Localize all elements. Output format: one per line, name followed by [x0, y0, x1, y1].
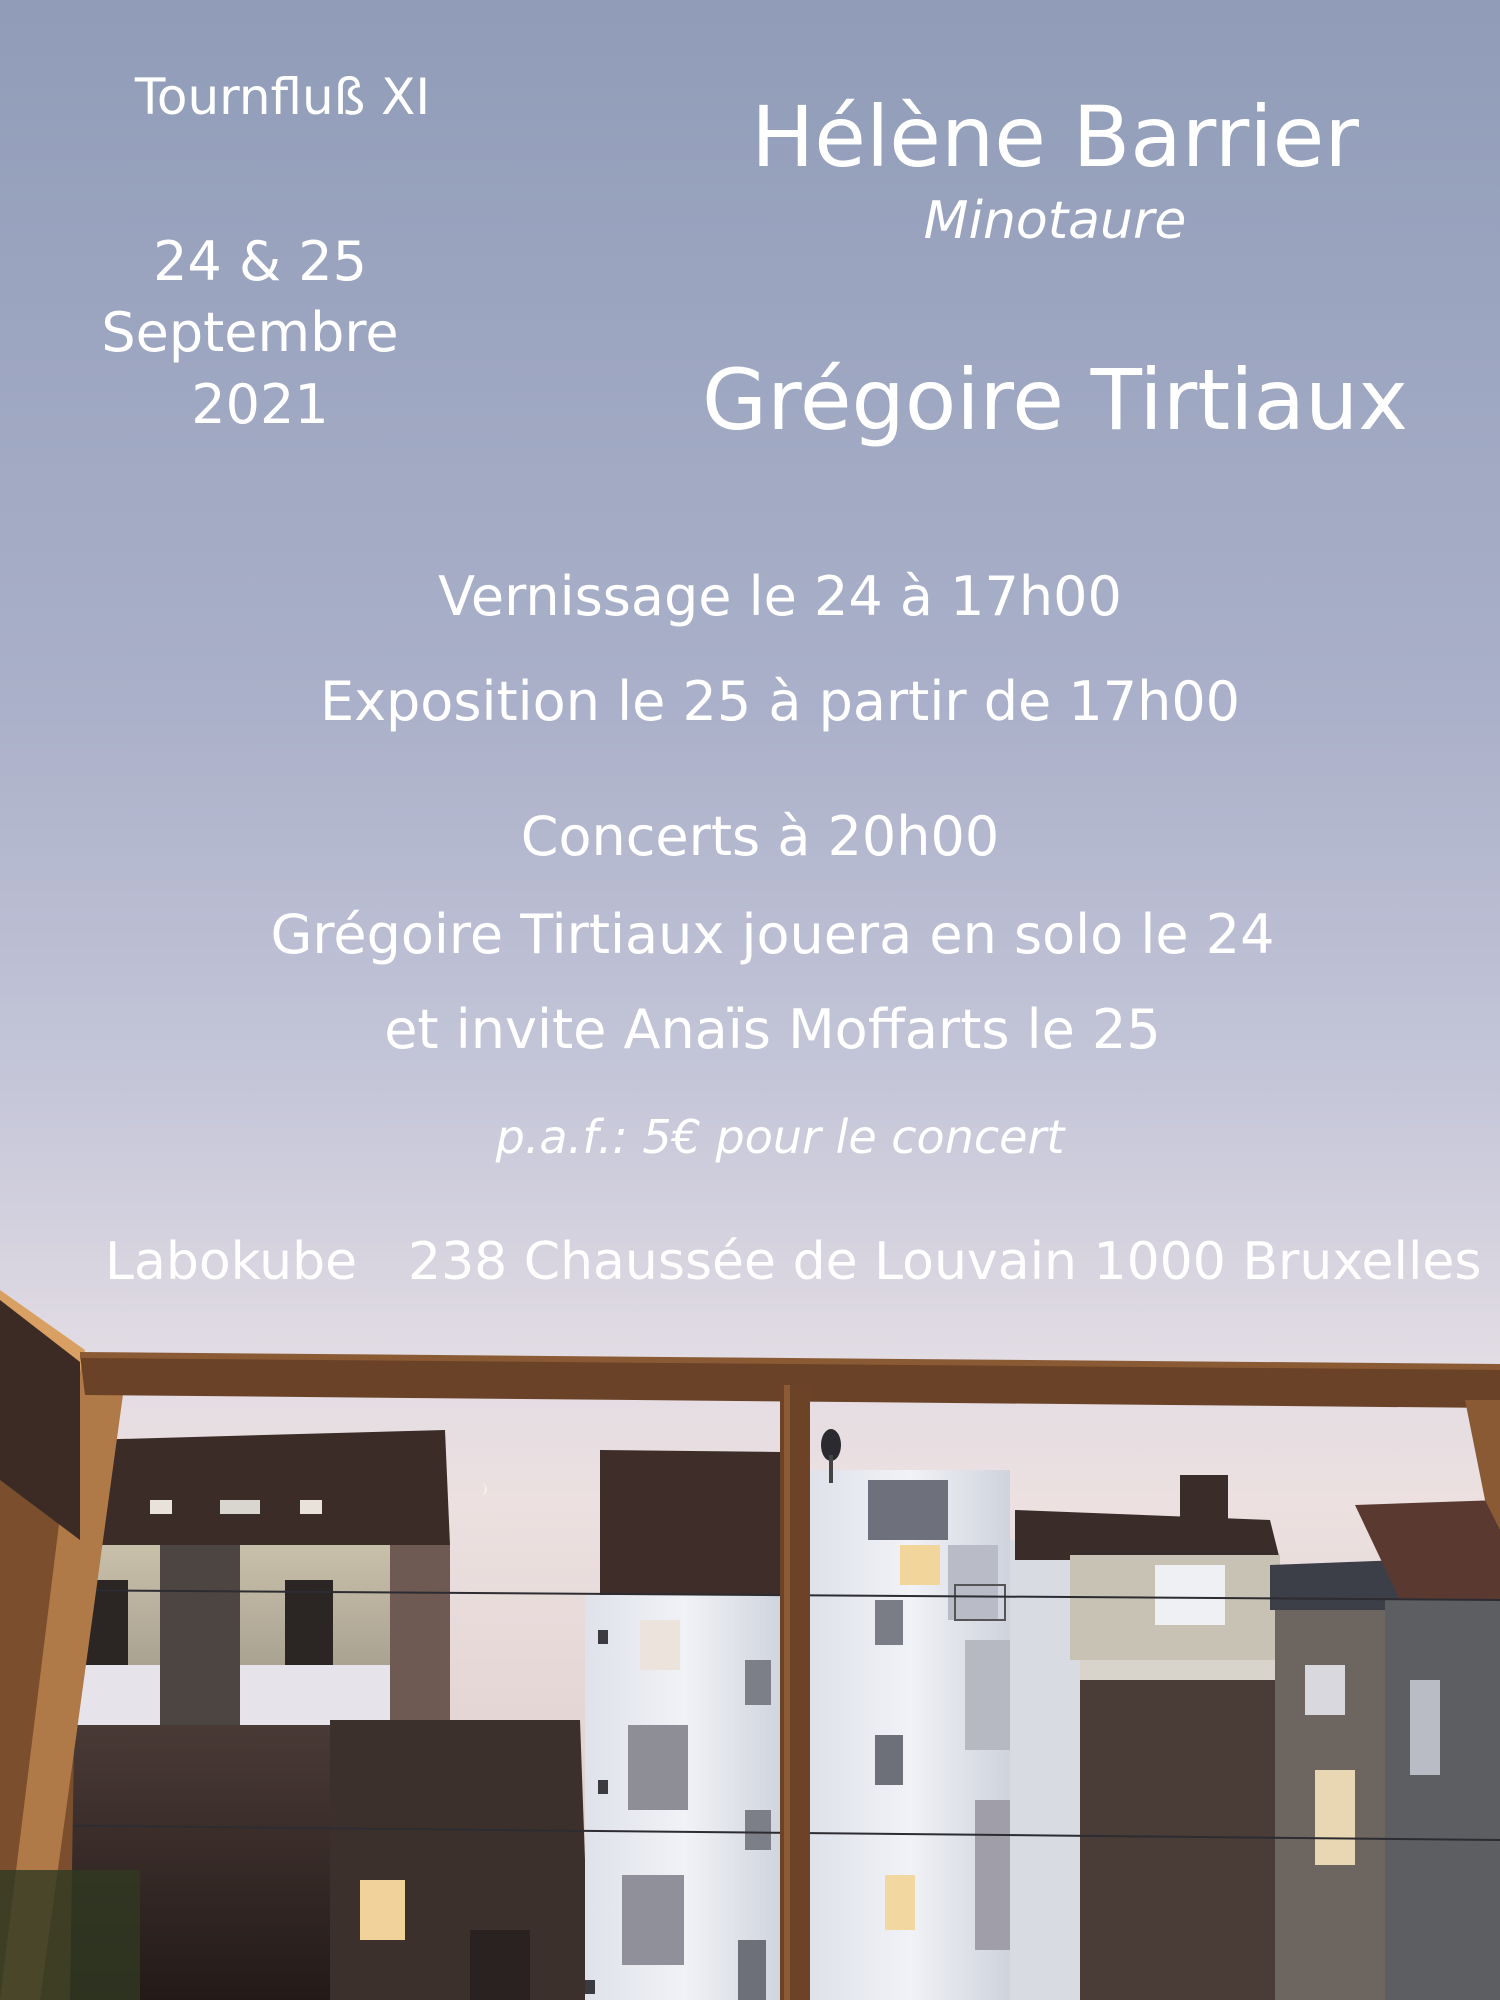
vernissage-info: Vernissage le 24 à 17h00	[438, 565, 1122, 628]
concerts-line-2: et invite Anaïs Moffarts le 25	[384, 998, 1161, 1061]
date-year: 2021	[191, 373, 329, 436]
venue-address: 238 Chaussée de Louvain 1000 Bruxelles	[408, 1232, 1482, 1292]
concerts-line-1: Grégoire Tirtiaux jouera en solo le 24	[270, 903, 1275, 966]
price-info: p.a.f.: 5€ pour le concert	[495, 1110, 1065, 1164]
building-center	[585, 1450, 785, 2000]
artwork-title: Minotaure	[923, 191, 1187, 251]
concerts-heading: Concerts à 20h00	[520, 805, 1000, 868]
artist-name-1: Hélène Barrier	[751, 88, 1359, 186]
date-day: 24 & 25	[153, 230, 367, 293]
venue-name: Labokube	[105, 1232, 358, 1292]
series-title: Tournfluß XI	[134, 68, 431, 126]
artist-name-2: Grégoire Tirtiaux	[702, 351, 1408, 449]
date-month: Septembre	[101, 301, 399, 364]
exposition-info: Exposition le 25 à partir de 17h00	[319, 670, 1241, 733]
